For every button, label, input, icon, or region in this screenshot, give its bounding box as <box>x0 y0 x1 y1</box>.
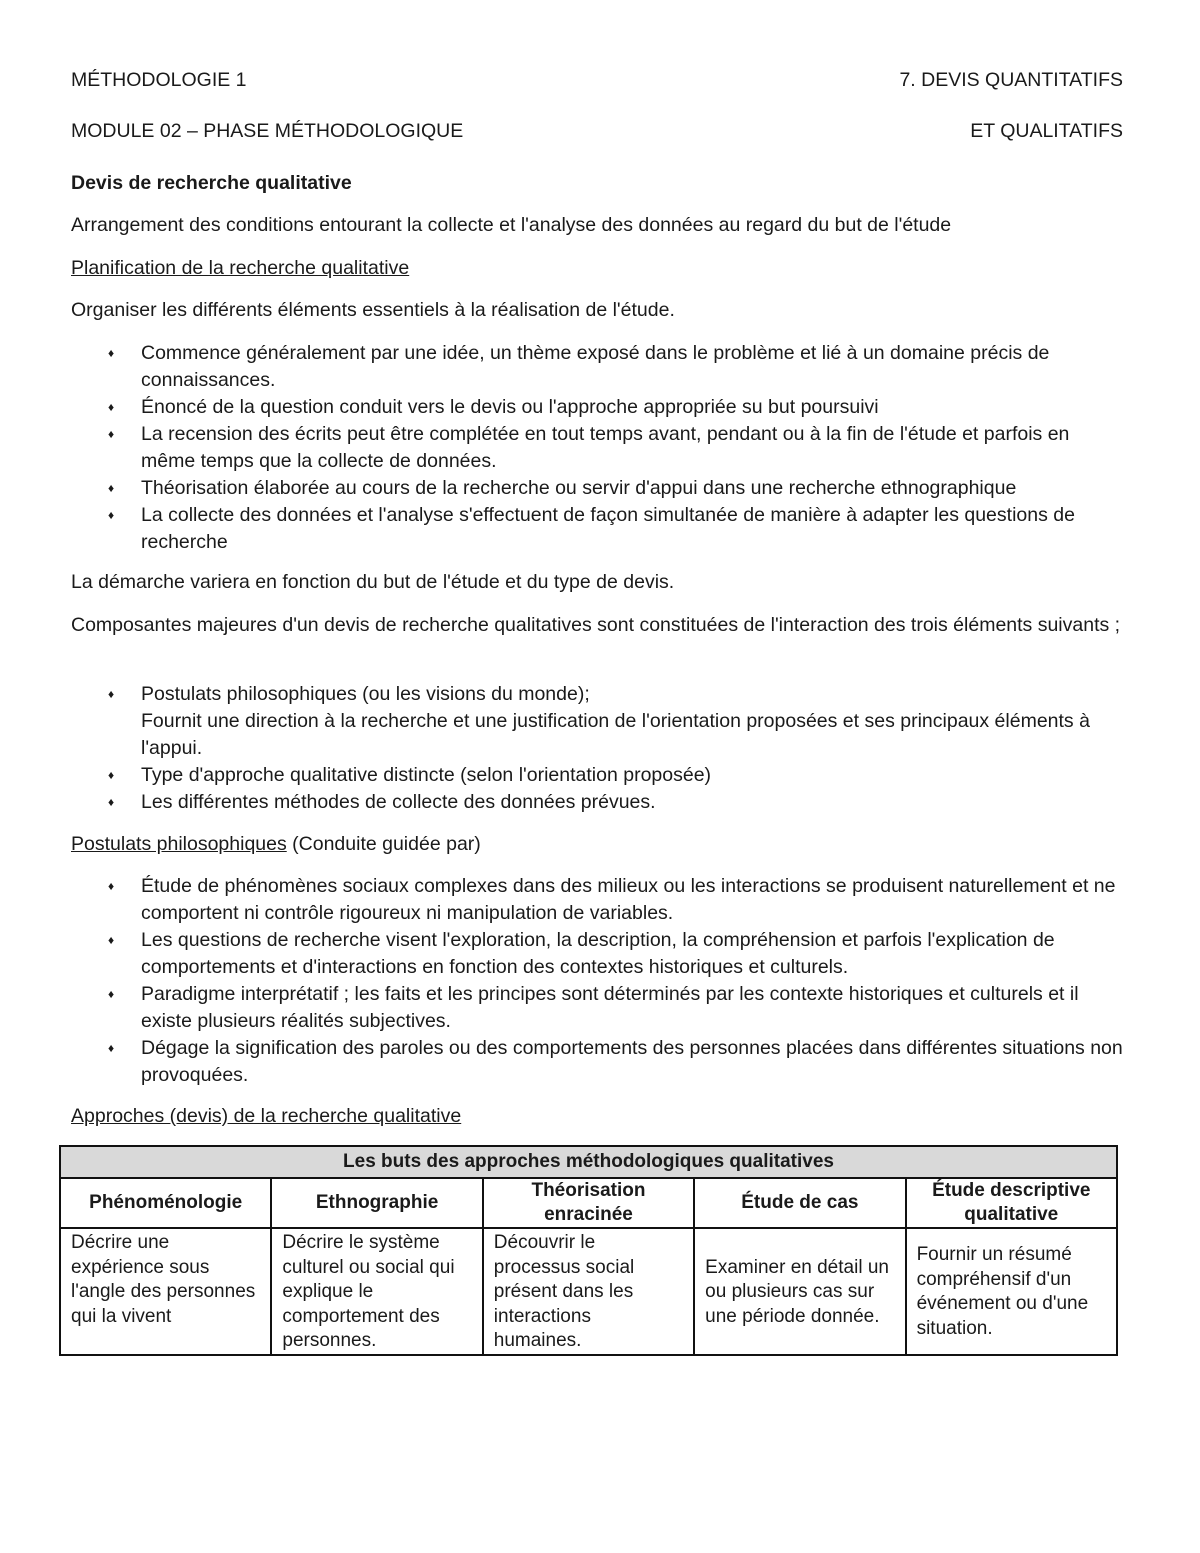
planification-list <box>71 340 1123 556</box>
diamond-bullet-icon: ♦ <box>108 508 115 522</box>
diamond-bullet-icon: ♦ <box>108 687 115 701</box>
diamond-bullet-icon: ♦ <box>108 987 115 1001</box>
diamond-bullet-icon: ♦ <box>108 1041 115 1055</box>
diamond-bullet-icon: ♦ <box>108 427 115 441</box>
composantes-list <box>71 681 1123 816</box>
definition-text: Arrangement des conditions entourant la collecte et l'analyse des données au regard du but de l'étude <box>71 214 952 236</box>
table-header-row <box>60 1178 1117 1228</box>
column-header: Théorisation enracinée <box>483 1178 694 1228</box>
list-item: ♦ La recension des écrits peut être complétée en tout temps avant, pendant ou à la fin de l'étude et parfois en même temps que la collecte de données. <box>108 423 1070 472</box>
list-item: ♦ Commence généralement par une idée, un thème exposé dans le problème et lié à un domaine précis de connaissances. <box>108 342 1050 391</box>
column-header: Phénoménologie <box>60 1178 271 1228</box>
diamond-bullet-icon: ♦ <box>108 768 115 782</box>
table-cell: Examiner en détail un ou plusieurs cas sur une période donnée. <box>694 1228 905 1355</box>
column-header: Étude de cas <box>694 1178 905 1228</box>
list-item: ♦ Type d'approche qualitative distincte (selon l'orientation proposée) <box>71 762 1123 789</box>
chapter-title: 7. DEVIS QUANTITATIFS <box>899 69 1123 91</box>
table-cell: Décrire une expérience sous l'angle des personnes qui la vivent <box>60 1228 271 1355</box>
diamond-bullet-icon: ♦ <box>108 795 115 809</box>
composantes-text: Composantes majeures d'un devis de recherche qualitatives sont constituées de l'interaction des trois éléments suivants ; <box>71 614 1121 636</box>
list-item: ♦ Paradigme interprétatif ; les faits et les principes sont déterminés par les contexte historiques et culturels et il existe plusieurs réalités subjectives. <box>108 983 1079 1032</box>
section-title: Devis de recherche qualitative <box>71 172 352 194</box>
list-item: ♦ Étude de phénomènes sociaux complexes dans des milieux ou les interactions se produisent naturellement et ne comportent ni contrôle rigoureux ni manipulation de variables. <box>108 875 1116 924</box>
list-item: ♦ Énoncé de la question conduit vers le devis ou l'approche appropriée su but poursuivi <box>71 394 1123 421</box>
chapter-title-cont: ET QUALITATIFS <box>970 120 1123 142</box>
diamond-bullet-icon: ♦ <box>108 481 115 495</box>
planification-heading: Planification de la recherche qualitative <box>71 257 410 279</box>
list-item: ♦ Les questions de recherche visent l'exploration, la description, la compréhension et parfois l'explication de comportements et d'interactions en fonction des contextes historiques et culturels. <box>108 929 1055 978</box>
diamond-bullet-icon: ♦ <box>108 933 115 947</box>
column-header: Ethnographie <box>271 1178 482 1228</box>
demarche-text: La démarche variera en fonction du but de l'étude et du type de devis. <box>71 571 675 593</box>
diamond-bullet-icon: ♦ <box>108 346 115 360</box>
course-title: MÉTHODOLOGIE 1 <box>71 69 247 91</box>
planification-intro: Organiser les différents éléments essentiels à la réalisation de l'étude. <box>71 299 675 321</box>
table-caption: Les buts des approches méthodologiques qualitatives <box>60 1146 1117 1178</box>
table-cell: Découvrir le processus social présent dans les interactions humaines. <box>483 1228 694 1355</box>
list-item: ♦ Théorisation élaborée au cours de la recherche ou servir d'appui dans une recherche ethnographique <box>71 475 1123 502</box>
table-cell: Décrire le système culturel ou social qui explique le comportement des personnes. <box>271 1228 482 1355</box>
table-row <box>60 1228 1117 1355</box>
table-cell: Fournir un résumé compréhensif d'un événement ou d'une situation. <box>906 1228 1117 1355</box>
column-header: Étude descriptive qualitative <box>906 1178 1117 1228</box>
approches-heading: Approches (devis) de la recherche qualitative <box>71 1105 462 1127</box>
postulats-heading: Postulats philosophiques (Conduite guidée par) <box>71 833 481 855</box>
header-row-2 <box>71 120 1123 146</box>
header-row-1 <box>71 69 1123 95</box>
postulats-list <box>71 873 1123 1089</box>
diamond-bullet-icon: ♦ <box>108 879 115 893</box>
module-title: MODULE 02 – PHASE MÉTHODOLOGIQUE <box>71 120 464 142</box>
approaches-table <box>59 1145 1118 1356</box>
diamond-bullet-icon: ♦ <box>108 400 115 414</box>
list-item: ♦ Les différentes méthodes de collecte des données prévues. <box>71 789 1123 816</box>
list-item: ♦ Dégage la signification des paroles ou des comportements des personnes placées dans différentes situations non provoquées. <box>108 1037 1123 1086</box>
list-item: ♦ La collecte des données et l'analyse s'effectuent de façon simultanée de manière à adapter les questions de recherche <box>108 504 1075 553</box>
list-item: ♦ Postulats philosophiques (ou les visions du monde); Fournit une direction à la recherche et une justification de l'orientation proposées et ses principaux éléments à l'appui. <box>108 683 1090 759</box>
